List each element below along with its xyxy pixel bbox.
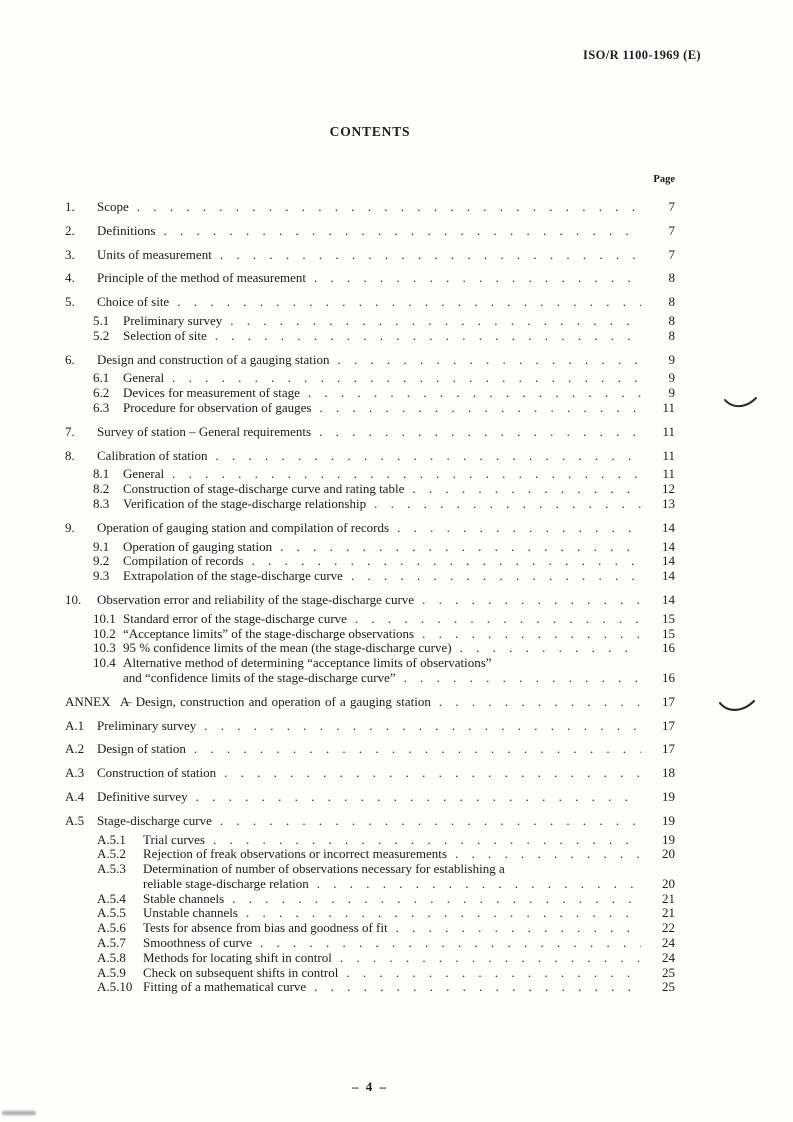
toc-entry-title: Choice of site [97,294,170,310]
scan-smudge [2,1111,36,1115]
toc-entry-number: 8.1 [93,466,110,482]
toc-entry-number: 8. [65,447,75,463]
toc-entry-number: 9.3 [93,568,110,584]
toc-entry-title: Preliminary survey [123,312,223,328]
toc-entry-title: reliable stage-discharge relation [143,875,309,891]
toc-entry-title: Construction of stage-discharge curve and rating table [123,481,405,497]
toc-entry [65,467,675,482]
dot-leaders [137,200,641,215]
toc-entry-number: 8.2 [93,481,110,497]
toc-entry-page: 17 [662,717,675,733]
toc-entry-title: Alternative method of determining “acceptance limits of observations” [123,655,492,671]
toc-entry-title: Tests for absence from bias and goodness of fit [143,920,388,936]
toc-entry-title: Determination of number of observations necessary for establishing a [143,861,505,877]
toc-entry-title: and “confidence limits of the stage-discharge curve” [123,669,396,685]
toc-entry-page: 14 [662,568,675,584]
toc-entry-title: Standard error of the stage-discharge curve [123,610,347,626]
toc-entry-title: Check on subsequent shifts in control [143,964,339,980]
dot-leaders [220,814,641,829]
dot-leaders [355,612,641,627]
toc-entry [65,627,675,642]
toc-entry-title: Design of station [97,741,186,757]
toc-entry-page: 12 [662,481,675,497]
toc-entry-title: Trial curves [143,831,205,847]
toc-entry-number: A.4 [65,788,85,804]
toc-entry-number: 1. [65,199,75,214]
footer-page-number: – 4 – [352,1079,388,1094]
dot-leaders [172,371,641,386]
dot-leaders [317,877,641,892]
toc-entry-title: Operation of gauging station and compilation of records [97,519,390,535]
dot-leaders [338,353,641,368]
toc-entry-title: Selection of site [123,327,207,343]
toc-entry [65,790,675,805]
toc-entry [65,742,675,757]
toc-entry-page: 14 [662,519,675,535]
toc-entry-number: 4. [65,270,75,286]
toc-entry-number: A.1 [65,717,85,733]
toc-entry-page: 9 [668,370,675,386]
toc-entry-title: – Design, construction and operation of a gauging station [125,693,431,709]
toc-entry-number: 8.3 [93,495,110,511]
toc-entry [65,833,675,848]
toc-entry [65,695,675,710]
toc-entry-page: 22 [662,920,675,936]
toc-entry-number: A.5.8 [97,949,126,965]
toc-entry-title: Definitions [97,222,156,238]
toc-entry-title: Design and construction of a gauging station [97,351,330,367]
toc-entry-page: 7 [668,199,675,214]
toc-entry [65,540,675,555]
pen-mark-icon [722,392,760,416]
toc-entry-page: 17 [662,693,675,709]
toc-entry-title: Calibration of station [97,447,208,463]
toc-entry-page: 18 [662,765,675,781]
toc-entry-number: 5.2 [93,327,110,343]
toc-entry [65,554,675,569]
toc-entry-number: A.5 [65,812,85,828]
dot-leaders [215,449,641,464]
toc-entry-page: 11 [662,466,675,482]
dot-leaders [346,966,641,981]
toc-entry-page: 9 [668,385,675,401]
toc-entry [65,482,675,497]
toc-entry-number: 6.2 [93,385,110,401]
dot-leaders [319,401,641,416]
toc-entry [65,353,675,368]
dot-leaders [280,540,641,555]
toc-entry-title: Principle of the method of measurement [97,270,307,286]
toc-entry-page: 24 [662,949,675,965]
toc-entry [65,966,675,981]
dot-leaders [246,906,641,921]
toc-entry-title: General [123,370,165,386]
dot-leaders [177,295,641,310]
toc-entry-title: Stage-discharge curve [97,812,212,828]
toc-entry-title: Scope [97,199,129,214]
toc-entry [65,314,675,329]
dot-leaders [260,936,641,951]
toc-entry-title: Extrapolation of the stage-discharge curve [123,568,343,584]
dot-leaders [439,695,641,710]
document-reference: ISO/R 1100-1969 (E) [582,48,701,62]
toc-entry [65,892,675,907]
toc-entry [65,329,675,344]
toc-entry [65,936,675,951]
toc-entry-number: 6.3 [93,399,110,415]
toc-entry-page: 20 [662,846,675,862]
toc-entry-number: 6. [65,351,75,367]
toc-entry-page: 9 [668,351,675,367]
dot-leaders [232,892,641,907]
toc-entry [65,521,675,536]
dot-leaders [319,425,641,440]
toc-list [65,191,675,995]
toc-entry-number: 2. [65,222,75,238]
toc-entry-number: 9.2 [93,553,110,569]
dot-leaders [164,224,642,239]
toc-entry-page: 11 [662,399,675,415]
toc-entry-page: 17 [662,741,675,757]
toc-entry-page: 20 [662,875,675,891]
toc-entry-number: A.5.3 [97,861,126,877]
toc-entry-number: 10. [65,591,82,607]
dot-leaders [460,641,641,656]
dot-leaders [194,742,641,757]
dot-leaders [220,248,641,263]
toc-entry-page: 19 [662,831,675,847]
toc-entry [65,877,675,892]
toc-entry-page: 15 [662,610,675,626]
toc-entry-page: 21 [662,890,675,906]
toc-entry [65,569,675,584]
toc-entry [65,766,675,781]
dot-leaders [314,271,641,286]
toc-entry [65,906,675,921]
toc-entry-number: 3. [65,246,75,262]
toc-entry-page: 8 [668,327,675,343]
toc-entry [65,951,675,966]
toc-entry-title: Unstable channels [143,905,238,921]
toc-entry-title: Rejection of freak observations or incorrect measurements [143,846,447,862]
toc-entry-number: ANNEX A [65,693,130,709]
toc-entry [65,593,675,608]
toc-entry [65,921,675,936]
toc-entry-page: 14 [662,591,675,607]
toc-entry [65,980,675,995]
dot-leaders [224,766,641,781]
toc-entry-number: 10.4 [93,655,116,671]
toc-entry-number: A.5.4 [97,890,126,906]
toc-entry [65,671,675,686]
toc-entry [65,248,675,263]
toc-entry-number: A.3 [65,765,85,781]
dot-leaders [396,921,641,936]
toc-entry-page: 25 [662,964,675,980]
toc-entry-title: Procedure for observation of gauges [123,399,312,415]
toc-entry-number: 9. [65,519,75,535]
toc-entry-title: Units of measurement [97,246,212,262]
toc-entry-title: Construction of station [97,765,217,781]
toc-entry-title: Preliminary survey [97,717,197,733]
toc-entry-number: 9.1 [93,538,110,554]
toc-entry-page: 7 [668,246,675,262]
toc-entry-number: 10.2 [93,625,116,641]
toc-entry-title: Survey of station – General requirements [97,423,312,439]
dot-leaders [172,467,641,482]
toc-entry-title: 95 % confidence limits of the mean (the stage-discharge curve) [123,640,452,656]
dot-leaders [374,497,641,512]
toc-entry-page: 11 [662,447,675,463]
toc-entry [65,200,675,215]
toc-entry-number: 5.1 [93,312,110,328]
toc-entry-number: A.5.10 [97,979,133,995]
toc-entry [65,386,675,401]
toc-entry-number: 5. [65,294,75,310]
toc-entry-number: 6.1 [93,370,110,386]
toc-entry [65,656,675,671]
toc-entry-page: 19 [662,788,675,804]
toc-entry-page: 25 [662,979,675,995]
toc-entry-number: 10.3 [93,640,116,656]
toc-entry [65,814,675,829]
toc-entry-title: Verification of the stage-discharge relationship [123,495,367,511]
toc-entry-page: 14 [662,538,675,554]
dot-leaders [422,593,641,608]
dot-leaders [252,554,641,569]
toc-entry [65,449,675,464]
toc-entry-number: A.5.5 [97,905,126,921]
dot-leaders [215,329,641,344]
toc-entry-title: Smoothness of curve [143,935,253,951]
toc-entry-number: A.5.7 [97,935,126,951]
toc-entry-title: Methods for locating shift in control [143,949,332,965]
dot-leaders [213,833,641,848]
dot-leaders [196,790,641,805]
toc-entry [65,425,675,440]
toc-entry [65,271,675,286]
toc-entry-page: 7 [668,222,675,238]
toc-entry-page: 16 [662,669,675,685]
dot-leaders [397,521,641,536]
toc-entry [65,612,675,627]
dot-leaders [340,951,641,966]
dot-leaders [204,719,641,734]
page-column-label: Page [653,174,675,185]
pen-mark-icon [716,694,758,720]
toc-entry-title: General [123,466,165,482]
toc-entry-page: 13 [662,495,675,511]
toc-entry-page: 8 [668,294,675,310]
toc-entry [65,224,675,239]
dot-leaders [308,386,641,401]
contents-title: CONTENTS [329,124,411,139]
toc-entry-title: Devices for measurement of stage [123,385,300,401]
toc-entry-title: Compilation of records [123,553,244,569]
toc-entry-page: 21 [662,905,675,921]
toc-entry-title: Definitive survey [97,788,188,804]
toc-entry [65,719,675,734]
toc-entry-title: Stable channels [143,890,225,906]
toc-entry-page: 8 [668,270,675,286]
toc-entry-page: 15 [662,625,675,641]
toc-entry-page: 11 [662,423,675,439]
dot-leaders [404,671,641,686]
toc-entry-page: 14 [662,553,675,569]
dot-leaders [422,627,641,642]
dot-leaders [455,847,641,862]
toc-entry-number: A.5.1 [97,831,126,847]
toc-entry-title: Operation of gauging station [123,538,273,554]
toc-entry [65,497,675,512]
toc-entry-number: A.5.2 [97,846,126,862]
dot-leaders [314,980,641,995]
toc-entry-page: 16 [662,640,675,656]
toc-entry-title: “Acceptance limits” of the stage-discharge observations [123,625,415,641]
dot-leaders [412,482,641,497]
toc-entry-title: Fitting of a mathematical curve [143,979,307,995]
toc-entry-number: 7. [65,423,75,439]
toc-entry [65,862,675,877]
toc-entry-number: A.5.6 [97,920,126,936]
toc-entry [65,295,675,310]
toc-entry-title: Observation error and reliability of the stage-discharge curve [97,591,415,607]
toc-entry-page: 19 [662,812,675,828]
toc-entry [65,401,675,416]
toc-entry-number: A.5.9 [97,964,126,980]
toc-entry-page: 8 [668,312,675,328]
toc-entry [65,371,675,386]
toc-entry [65,641,675,656]
toc-entry-page: 24 [662,935,675,951]
toc-entry-number: 10.1 [93,610,116,626]
toc-entry [65,847,675,862]
toc-entry-number: A.2 [65,741,85,757]
dot-leaders [230,314,641,329]
dot-leaders [351,569,641,584]
